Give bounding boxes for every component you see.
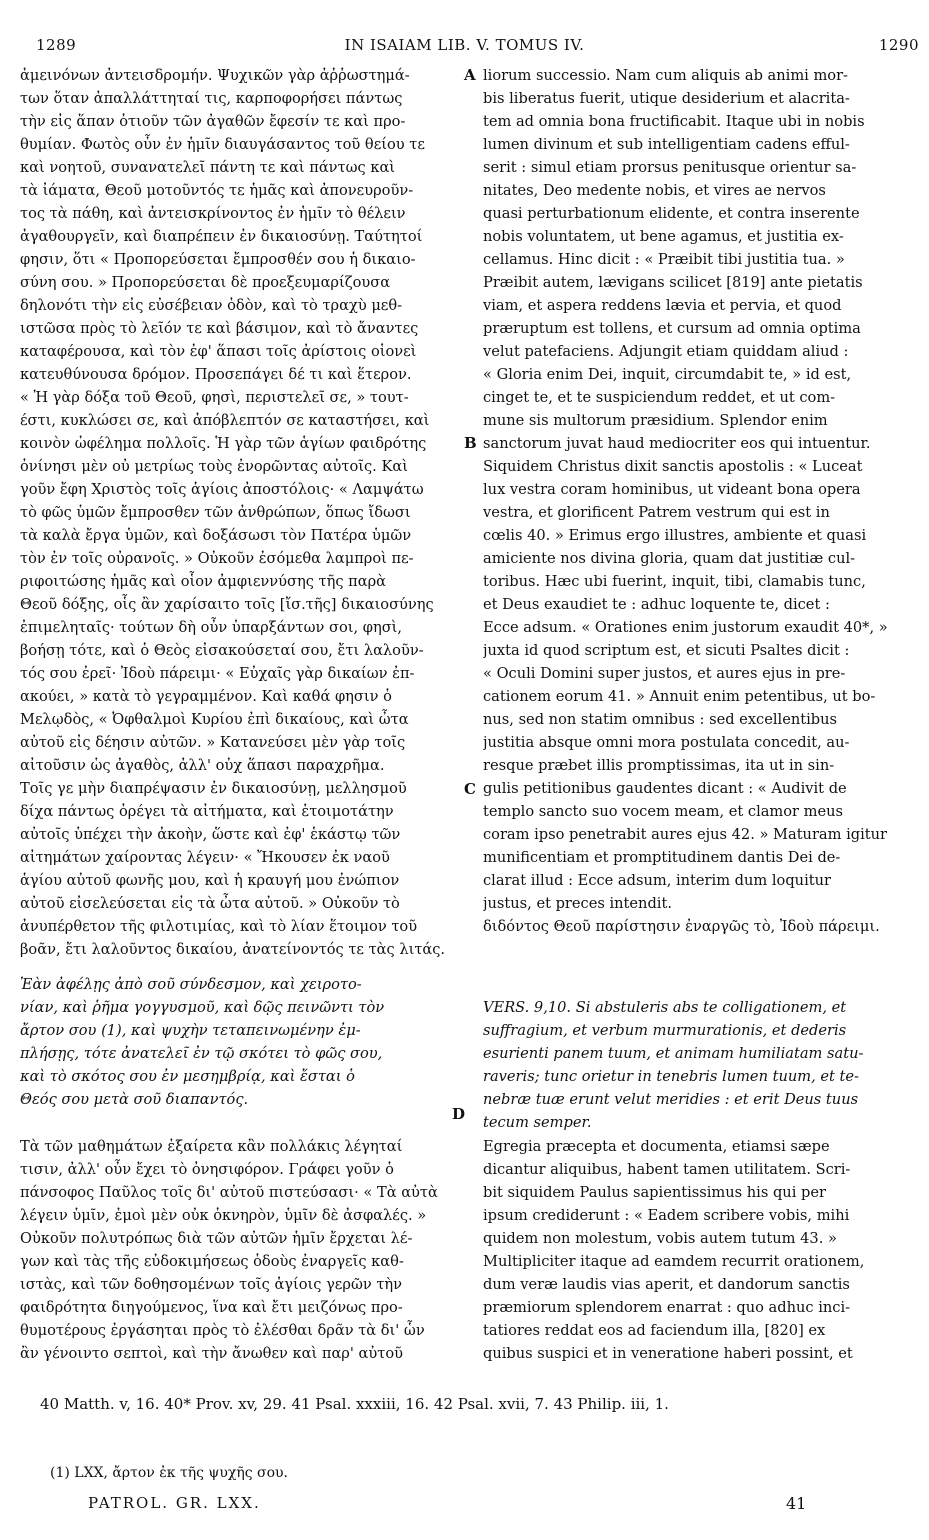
latin-top-line: bis liberatus fuerit, utique desiderium et alacrita- bbox=[483, 90, 850, 107]
latin-top-line: liorum successio. Nam cum aliquis ab animi mor- bbox=[483, 67, 848, 84]
greek-top-line: Θεοῦ δόξης, οἷς ἂν χαρίσαιτο τοῖς [ἴσ.τῆς] δικαιοσύνης bbox=[20, 596, 434, 613]
latin-top-line: cœlis 40. » Erimus ergo illustres, ambiente et quasi bbox=[483, 527, 867, 544]
greek-top-line: φησιν, ὅτι « Προπορεύσεται ἔμπροσθέν σου ἡ δικαιο- bbox=[20, 251, 416, 268]
greek-top-line: Μελῳδὸς, « Ὀφθαλμοὶ Κυρίου ἐπὶ δικαίους, καὶ ὦτα bbox=[20, 711, 409, 728]
greek-top-line: τός σου ἐρεῖ· Ἰδοὺ πάρειμι· « Εὐχαῖς γὰρ δικαίων ἐπ- bbox=[20, 665, 415, 682]
greek-top-line: ἀμεινόνων ἀντεισδρομήν. Ψυχικῶν γὰρ ἀῤῥωστημά- bbox=[20, 67, 410, 84]
latin-top-line: « Oculi Domini super justos, et aures ejus in pre- bbox=[483, 665, 846, 682]
greek-top-line: αἰτοῦσιν ὡς ἀγαθὸς, ἀλλ' οὐχ ἅπασι παραχρῆμα. bbox=[20, 757, 385, 774]
latin-top-line: quasi perturbationum elidente, et contra inserente bbox=[483, 205, 860, 222]
latin-top-line: et Deus exaudiet te : adhuc loquente te, dicet : bbox=[483, 596, 830, 613]
greek-top-line: τὸ φῶς ὑμῶν ἔμπροσθεν τῶν ἀνθρώπων, ὅπως ἴδωσι bbox=[20, 504, 411, 521]
latin-bottom-line: ipsum crediderunt : « Eadem scribere vobis, mihi bbox=[483, 1207, 850, 1224]
greek-bottom-line: Τὰ τῶν μαθημάτων ἐξαίρετα κἂν πολλάκις λέγηταί bbox=[20, 1138, 403, 1155]
latin-top-line: sanctorum juvat haud mediocriter eos qui intuentur. bbox=[483, 435, 871, 452]
greek-top-line: τὴν εἰς ἅπαν ὁτιοῦν τῶν ἀγαθῶν ἔφεσίν τε καὶ προ- bbox=[20, 113, 406, 130]
latin-top-line: Siquidem Christus dixit sanctis apostolis : « Luceat bbox=[483, 458, 863, 475]
greek-top-line: σύνη σου. » Προπορεύσεται δὲ προεξευμαρίζουσα bbox=[20, 274, 391, 291]
latin-top-line: tem ad omnia bona fructificabit. Itaque ubi in nobis bbox=[483, 113, 865, 130]
latin-top-line: vestra, et glorificent Patrem vestrum qui est in bbox=[483, 504, 830, 521]
page-number-right: 1290 bbox=[878, 36, 919, 54]
greek-bottom-line: φαιδρότητα διηγούμενος, ἵνα καὶ ἔτι μειζόνως προ- bbox=[20, 1299, 403, 1316]
latin-lemma bbox=[483, 996, 923, 1134]
greek-top-line: κοινὸν ὠφέλημα πολλοῖς. Ἡ γὰρ τῶν ἁγίων φαιδρότης bbox=[20, 435, 427, 452]
latin-top-line: cinget te, et te suspiciendum reddet, et ut com- bbox=[483, 389, 836, 406]
latin-top-line: resque præbet illis promptissimas, ita ut in sin- bbox=[483, 757, 835, 774]
latin-bottom-line: præmiorum splendorem enarrat : quo adhuc inci- bbox=[483, 1299, 851, 1316]
latin-top-line: viam, et aspera reddens lævia et pervia, et quod bbox=[483, 297, 842, 314]
greek-top-line: ἁγίου αὐτοῦ φωνῆς μου, καὶ ἡ κραυγή μου ἐνώπιον bbox=[20, 872, 400, 889]
latin-top-line: justus, et preces intendit. bbox=[483, 895, 672, 912]
greek-top-line: αὐτοῦ εἰς δέησιν αὐτῶν. » Κατανεύσει μὲν γὰρ τοῖς bbox=[20, 734, 406, 751]
greek-top-line: δηλονότι τὴν εἰς εὐσέβειαν ὁδὸν, καὶ τὸ τραχὺ μεθ- bbox=[20, 297, 403, 314]
greek-top-line: ἀγαθουργεῖν, καὶ διαπρέπειν ἐν δικαιοσύνῃ. Ταύτητοί bbox=[20, 228, 423, 245]
greek-column-top bbox=[20, 64, 460, 938]
greek-top-line: ὀνίνησι μὲν οὐ μετρίως τοὺς ἐνορῶντας αὐτοῖς. Καὶ bbox=[20, 458, 408, 475]
latin-top-line: nus, sed non statim omnibus : sed excellentibus bbox=[483, 711, 837, 728]
latin-top-line: nobis voluntatem, ut bene agamus, et justitia ex- bbox=[483, 228, 844, 245]
greek-top-line: γοῦν ἔφη Χριστὸς τοῖς ἁγίοις ἀποστόλοις· « Λαμψάτω bbox=[20, 481, 424, 498]
greek-top-line: τὰ καλὰ ἔργα ὑμῶν, καὶ δοξάσωσι τὸν Πατέρα ὑμῶν bbox=[20, 527, 412, 544]
greek-top-line: αὐτοῦ εἰσελεύσεται εἰς τὰ ὦτα αὐτοῦ. » Οὐκοῦν τὸ bbox=[20, 895, 400, 912]
latin-top-line: mune sis multorum præsidium. Splendor enim bbox=[483, 412, 828, 429]
split-line-latin-wrap bbox=[483, 915, 923, 938]
greek-bottom-line: πάνσοφος Παῦλος τοῖς δι' αὐτοῦ πιστεύσασι· « Τὰ αὐτὰ bbox=[20, 1184, 438, 1201]
greek-top-line: « Ἡ γὰρ δόξα τοῦ Θεοῦ, φησὶ, περιστελεῖ σε, » τουτ- bbox=[20, 389, 409, 406]
greek-bottom-line: τισιν, ἀλλ' οὖν ἔχει τὸ ὀνησιφόρον. Γράφει γοῦν ὁ bbox=[20, 1161, 394, 1178]
latin-lemma-line: tecum semper. bbox=[483, 1114, 592, 1131]
latin-top-line: « Gloria enim Dei, inquit, circumdabit te, » id est, bbox=[483, 366, 852, 383]
latin-top-line: clarat illud : Ecce adsum, interim dum loquitur bbox=[483, 872, 831, 889]
latin-top-line: lumen divinum et sub intelligentiam cadens efful- bbox=[483, 136, 850, 153]
latin-top-line: nitates, Deo medente nobis, et vires ae nervos bbox=[483, 182, 826, 199]
latin-top-line: cellamus. Hinc dicit : « Præibit tibi justitia tua. » bbox=[483, 251, 845, 268]
greek-top-line: κατευθύνουσα δρόμον. Προσεπάγει δέ τι καὶ ἕτερον. bbox=[20, 366, 412, 383]
margin-letter-a: A bbox=[464, 66, 476, 84]
latin-top-line: serit : simul etiam prorsus penitusque orientur sa- bbox=[483, 159, 857, 176]
greek-column-bottom bbox=[20, 1135, 460, 1365]
greek-top-line: αἰτημάτων χαίροντας λέγειν· « Ἤκουσεν ἐκ ναοῦ bbox=[20, 849, 390, 866]
greek-top-line: δίχα πάντως ὀρέγει τὰ αἰτήματα, καὶ ἑτοιμοτάτην bbox=[20, 803, 394, 820]
running-title: IN ISAIAM LIB. V. TOMUS IV. bbox=[344, 36, 585, 54]
latin-column-bottom bbox=[483, 1135, 923, 1365]
greek-top-line: ριφοιτώσης ἡμᾶς καὶ οἷον ἀμφιεννύσης τῆς παρὰ bbox=[20, 573, 387, 590]
latin-lemma-line: raveris; tunc orietur in tenebris lumen tuum, et te- bbox=[483, 1068, 859, 1085]
greek-top-line: ακούει, » κατὰ τὸ γεγραμμένον. Καὶ καθά φησιν ὁ bbox=[20, 688, 392, 705]
latin-top-line: coram ipso penetrabit aures ejus 42. » Maturam igitur bbox=[483, 826, 888, 843]
lxx-note: (1) LXX, ἄρτον ἐκ τῆς ψυχῆς σου. bbox=[50, 1465, 288, 1481]
signature: PATROL. GR. LXX. bbox=[88, 1494, 261, 1512]
greek-bottom-line: θυμοτέρους ἐργάσηται πρὸς τὸ ἐλέσθαι δρᾶν τὰ δι' ὧν bbox=[20, 1322, 425, 1339]
latin-top-line: cationem eorum 41. » Annuit enim petentibus, ut bo- bbox=[483, 688, 876, 705]
greek-top-line: θυμίαν. Φωτὸς οὖν ἐν ἡμῖν διαυγάσαντος τοῦ θείου τε bbox=[20, 136, 425, 153]
latin-bottom-line: Egregia præcepta et documenta, etiamsi sæpe bbox=[483, 1138, 830, 1155]
latin-top-line: templo sancto suo vocem meam, et clamor meus bbox=[483, 803, 844, 820]
latin-bottom-line: dum veræ laudis vias aperit, et dandorum sanctis bbox=[483, 1276, 850, 1293]
greek-lemma-line: ἄρτον σου (1), καὶ ψυχὴν τεταπεινωμένην ἐμ- bbox=[20, 1022, 361, 1039]
greek-top-line: βοήσῃ τότε, καὶ ὁ Θεὸς εἰσακούσεταί σου, ἔτι λαλοῦν- bbox=[20, 642, 424, 659]
greek-bottom-line: ἂν γένοιντο σεπτοὶ, καὶ τὴν ἄνωθεν καὶ παρ' αὐτοῦ bbox=[20, 1345, 403, 1362]
latin-top-line: Ecce adsum. « Orationes enim justorum exaudit 40*, » bbox=[483, 619, 888, 636]
greek-lemma-line: καὶ τὸ σκότος σου ἐν μεσημβρίᾳ, καὶ ἔσται ὁ bbox=[20, 1068, 355, 1085]
greek-bottom-line: ιστὰς, καὶ τῶν δοθησομένων τοῖς ἁγίοις γερῶν τὴν bbox=[20, 1276, 403, 1293]
latin-bottom-line: Multipliciter itaque ad eamdem recurrit orationem, bbox=[483, 1253, 865, 1270]
greek-lemma-line: πλήσῃς, τότε ἀνατελεῖ ἐν τῷ σκότει τὸ φῶς σου, bbox=[20, 1045, 383, 1062]
greek-bottom-line: γων καὶ τὰς τῆς εὐδοκιμήσεως ὁδοὺς ἐναργεῖς καθ- bbox=[20, 1253, 404, 1270]
greek-bottom-line: λέγειν ὑμῖν, ἐμοὶ μὲν οὐκ ὀκνηρὸν, ὑμῖν δὲ ἀσφαλές. » bbox=[20, 1207, 427, 1224]
latin-lemma-line: esurienti panem tuum, et animam humiliatam satu- bbox=[483, 1045, 864, 1062]
greek-lemma-line: Θεός σου μετὰ σοῦ διαπαντός. bbox=[20, 1091, 249, 1108]
greek-top-line: καὶ νοητοῦ, συνανατελεῖ πάντη τε καὶ πάντως καὶ bbox=[20, 159, 396, 176]
margin-letter-b: B bbox=[464, 434, 477, 452]
latin-top-line: velut patefaciens. Adjungit etiam quiddam aliud : bbox=[483, 343, 849, 360]
split-line-latin: διδόντος Θεοῦ παρίστησιν ἐναργῶς τὸ, Ἰδοὺ πάρειμι. bbox=[483, 918, 880, 935]
latin-bottom-line: quibus suspici et in veneratione haberi possint, et bbox=[483, 1345, 853, 1362]
latin-lemma-line: suffragium, et verbum murmurationis, et dederis bbox=[483, 1022, 847, 1039]
latin-top-line: Præibit autem, lævigans scilicet [819] ante pietatis bbox=[483, 274, 863, 291]
greek-bottom-line: Οὐκοῦν πολυτρόπως διὰ τῶν αὐτῶν ἡμῖν ἔρχεται λέ- bbox=[20, 1230, 413, 1247]
latin-bottom-line: quidem non molestum, vobis autem tutum 43. » bbox=[483, 1230, 837, 1247]
greek-top-line: των ὅταν ἀπαλλάττηταί τις, καρποφορήσει πάντως bbox=[20, 90, 403, 107]
footnotes: 40 Matth. v, 16. 40* Prov. xv, 29. 41 Psal. xxxiii, 16. 42 Psal. xvii, 7. 43 Philip. iii, 1. bbox=[40, 1395, 669, 1413]
latin-lemma-line: VERS. 9,10. Si abstuleris abs te colligationem, et bbox=[483, 999, 847, 1016]
latin-top-line: munificentiam et promptitudinem dantis Dei de- bbox=[483, 849, 841, 866]
greek-lemma-line: νίαν, καὶ ῥῆμα γογγυσμοῦ, καὶ δῷς πεινῶντι τὸν bbox=[20, 999, 385, 1016]
greek-top-line: ιστῶσα πρὸς τὸ λεῖόν τε καὶ βάσιμον, καὶ τὸ ἄναντες bbox=[20, 320, 419, 337]
greek-lemma-line: Ἐὰν ἀφέλῃς ἀπὸ σοῦ σύνδεσμον, καὶ χειροτο- bbox=[20, 976, 362, 993]
latin-bottom-line: dicantur aliquibus, habent tamen utilitatem. Scri- bbox=[483, 1161, 851, 1178]
latin-top-line: gulis petitionibus gaudentes dicant : « Audivit de bbox=[483, 780, 847, 797]
latin-top-line: amiciente nos divina gloria, quam dat justitiæ cul- bbox=[483, 550, 856, 567]
greek-top-line: τὸν ἐν τοῖς οὐρανοῖς. » Οὐκοῦν ἐσόμεθα λαμπροὶ πε- bbox=[20, 550, 414, 567]
latin-bottom-line: tatiores reddat eos ad faciendum illa, [820] ex bbox=[483, 1322, 826, 1339]
latin-bottom-line: bit siquidem Paulus sapientissimus his qui per bbox=[483, 1184, 826, 1201]
margin-letter-d: D bbox=[452, 1105, 466, 1123]
greek-top-line: καταφέρουσα, καὶ τὸν ἐφ' ἅπασι τοῖς ἀρίστοις οἱονεὶ bbox=[20, 343, 417, 360]
split-line-greek: βοᾶν, ἔτι λαλοῦντος δικαίου, ἀνατείνοντός τε τὰς λιτάς. bbox=[20, 941, 446, 958]
split-line bbox=[20, 938, 920, 961]
greek-top-line: Τοῖς γε μὴν διαπρέψασιν ἐν δικαιοσύνῃ, μελλησμοῦ bbox=[20, 780, 407, 797]
greek-top-line: αὐτοῖς ὑπέχει τὴν ἀκοὴν, ὥστε καὶ ἐφ' ἑκάστῳ τῶν bbox=[20, 826, 401, 843]
latin-top-line: juxta id quod scriptum est, et sicuti Psaltes dicit : bbox=[483, 642, 850, 659]
latin-top-line: lux vestra coram hominibus, ut videant bona opera bbox=[483, 481, 861, 498]
margin-letter-c: C bbox=[464, 780, 476, 798]
greek-top-line: ἀνυπέρθετον τῆς φιλοτιμίας, καὶ τὸ λίαν ἕτοιμον τοῦ bbox=[20, 918, 418, 935]
greek-lemma bbox=[20, 973, 460, 1111]
greek-top-line: ἐπιμεληταῖς· τούτων δὴ οὖν ὑπαρξάντων σοι, φησὶ, bbox=[20, 619, 403, 636]
latin-top-line: præruptum est tollens, et cursum ad omnia optima bbox=[483, 320, 861, 337]
greek-top-line: έστι, κυκλώσει σε, καὶ ἀπόβλεπτόν σε καταστήσει, καὶ bbox=[20, 412, 430, 429]
latin-column-top bbox=[483, 64, 923, 938]
signature-number: 41 bbox=[786, 1494, 807, 1513]
latin-lemma-line: nebræ tuæ erunt velut meridies : et erit Deus tuus bbox=[483, 1091, 859, 1108]
greek-top-line: τὰ ἰάματα, Θεοῦ μοτοῦντός τε ἡμᾶς καὶ ἀπονευροῦν- bbox=[20, 182, 414, 199]
greek-top-line: τος τὰ πάθη, καὶ ἀντεισκρίνοντος ἐν ἡμῖν τὸ θέλειν bbox=[20, 205, 406, 222]
latin-top-line: toribus. Hæc ubi fuerint, inquit, tibi, clamabis tunc, bbox=[483, 573, 866, 590]
latin-top-line: justitia absque omni mora postulata concedit, au- bbox=[483, 734, 850, 751]
page-number-left: 1289 bbox=[36, 36, 77, 54]
